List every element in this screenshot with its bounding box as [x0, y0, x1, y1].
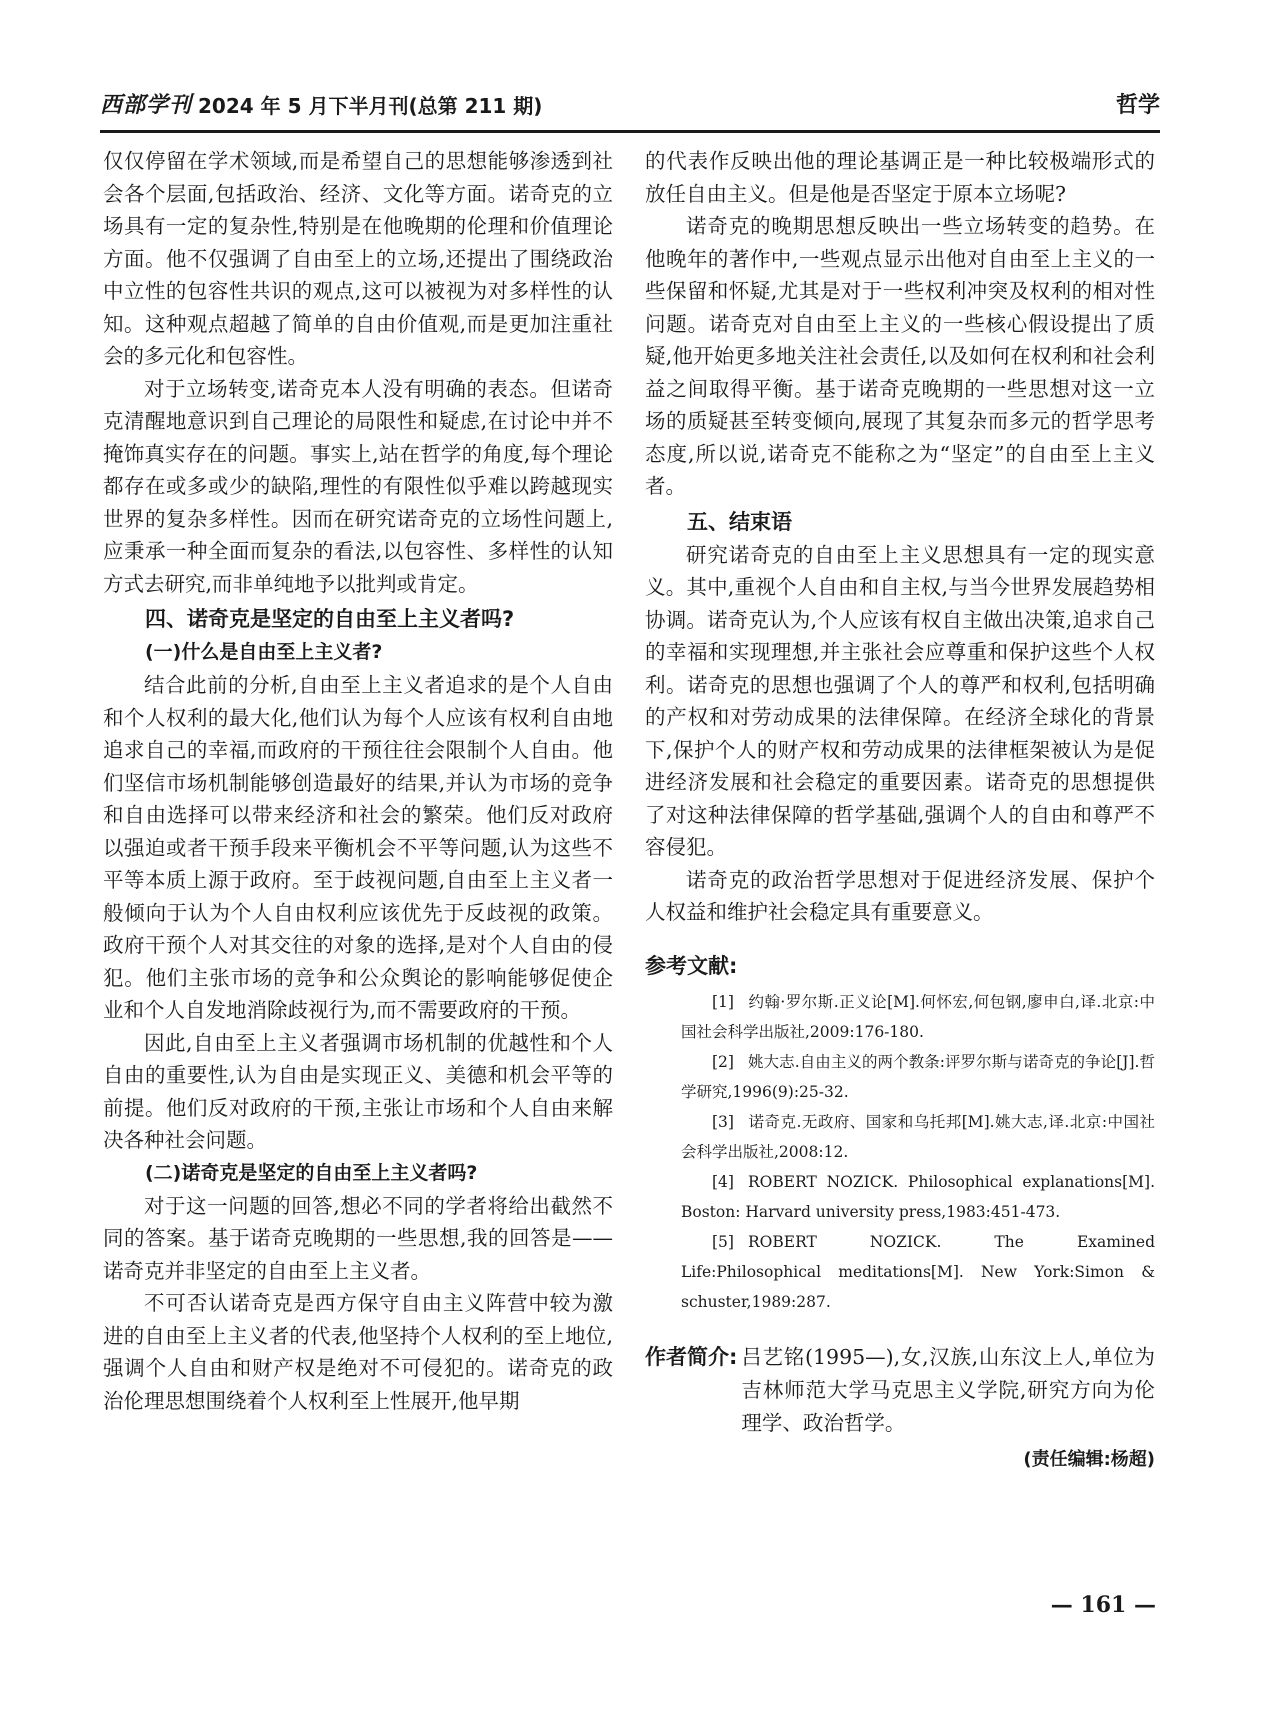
page-header — [100, 84, 1160, 124]
responsible-editor: (责任编辑:杨超) — [1023, 1448, 1155, 1470]
section-heading-5: 五、结束语 — [687, 509, 792, 534]
reference-item — [645, 1167, 1155, 1227]
author-bio-text: 吕艺铭(1995—),女,汉族,山东汶上人,单位为吉林师范大学马克思主义学院,研究方向为伦理学、政治哲学。 — [741, 1344, 1155, 1435]
reference-text: ROBERT NOZICK. Philosophical explanations[M]. Boston: Harvard university press,1983:451-473. — [681, 1172, 1155, 1221]
paragraph: 的代表作反映出他的理论基调正是一种比较极端形式的放任自由主义。但是他是否坚定于原本立场呢? — [645, 149, 1155, 206]
header-rule — [100, 130, 1160, 133]
reference-number: [1] — [712, 992, 734, 1011]
paragraph: 因此,自由至上主义者强调市场机制的优越性和个人自由的重要性,认为自由是实现正义、美德和机会平等的前提。他们反对政府的干预,主张让市场和个人自由来解决各种社会问题。 — [103, 1030, 613, 1152]
reference-list — [645, 987, 1155, 1317]
paragraph: 研究诺奇克的自由至上主义思想具有一定的现实意义。其中,重视个人自由和自主权,与当今世界发展趋势相协调。诺奇克认为,个人应该有权自主做出决策,追求自己的幸福和实现理想,并主张社会应尊重和保护这些个人权利。诺奇克的思想也强调了个人的尊严和权利,包括明确的产权和对劳动成果的法律保障。在经济全球化的背景下,保护个人的财产权和劳动成果的法律框架被认为是促进经济发展和社会稳定的重要因素。诺奇克的思想提供了对这种法律保障的哲学基础,强调个人的自由和尊严不容侵犯。 — [645, 542, 1155, 859]
left-column — [103, 145, 613, 1417]
paragraph: 对于立场转变,诺奇克本人没有明确的表态。但诺奇克清醒地意识到自己理论的局限性和疑虑,在讨论中并不掩饰真实存在的问题。事实上,站在哲学的角度,每个理论都存在或多或少的缺陷,理性的有限性似乎难以跨越现实世界的复杂多样性。因而在研究诺奇克的立场性问题上,应秉承一种全面而复杂的看法,以包容性、多样性的认知方式去研究,而非单纯地予以批判或肯定。 — [103, 376, 613, 596]
author-bio-label: 作者简介: — [645, 1344, 738, 1369]
reference-number: [2] — [712, 1052, 734, 1071]
reference-item — [645, 1047, 1155, 1107]
subsection-heading-4-1: (一)什么是自由至上主义者? — [145, 641, 383, 663]
reference-number: [4] — [712, 1172, 734, 1191]
section-tag: 哲学 — [1115, 93, 1160, 118]
paragraph: 诺奇克的晚期思想反映出一些立场转变的趋势。在他晚年的著作中,一些观点显示出他对自由至上主义的一些保留和怀疑,尤其是对于一些权利冲突及权利的相对性问题。诺奇克对自由至上主义的一些核心假设提出了质疑,他开始更多地关注社会责任,以及如何在权利和社会利益之间取得平衡。基于诺奇克晚期的一些思想对这一立场的质疑甚至转变倾向,展现了其复杂而多元的哲学思考态度,所以说,诺奇克不能称之为“坚定”的自由至上主义者。 — [645, 214, 1155, 498]
reference-number: [5] — [712, 1232, 734, 1251]
paragraph: 对于这一问题的回答,想必不同的学者将给出截然不同的答案。基于诺奇克晚期的一些思想,我的回答是——诺奇克并非坚定的自由至上主义者。 — [103, 1193, 613, 1283]
reference-item — [645, 1107, 1155, 1167]
reference-text: 诺奇克.无政府、国家和乌托邦[M].姚大志,译.北京:中国社会科学出版社,2008:12. — [681, 1112, 1155, 1161]
paragraph: 诺奇克的政治哲学思想对于促进经济发展、保护个人权益和维护社会稳定具有重要意义。 — [645, 867, 1155, 924]
paragraph: 结合此前的分析,自由至上主义者追求的是个人自由和个人权利的最大化,他们认为每个人应该有权利自由地追求自己的幸福,而政府的干预往往会限制个人自由。他们坚信市场机制能够创造最好的结果,并认为市场的竞争和自由选择可以带来经济和社会的繁荣。他们反对政府以强迫或者干预手段来平衡机会不平等问题,认为这些不平等本质上源于政府。至于歧视问题,自由至上主义者一般倾向于认为个人自由权利应该优先于反歧视的政策。政府干预个人对其交往的对象的选择,是对个人自由的侵犯。他们主张市场的竞争和公众舆论的影响能够促使企业和个人自发地消除歧视行为,而不需要政府的干预。 — [103, 673, 613, 1022]
paragraph: 仅仅停留在学术领域,而是希望自己的思想能够渗透到社会各个层面,包括政治、经济、文化等方面。诺奇克的立场具有一定的复杂性,特别是在他晚期的伦理和价值理论方面。他不仅强调了自由至上的立场,还提出了围绕政治中立性的包容性共识的观点,这可以被视为对多样性的认知。这种观点超越了简单的自由价值观,而是更加注重社会的多元化和包容性。 — [103, 149, 613, 368]
section-heading-4: 四、诺奇克是坚定的自由至上主义者吗? — [145, 607, 515, 631]
paragraph: 不可否认诺奇克是西方保守自由主义阵营中较为激进的自由至上主义者的代表,他坚持个人权利的至上地位,强调个人自由和财产权是绝对不可侵犯的。诺奇克的政治伦理思想围绕着个人权利至上性展开,他早期 — [103, 1291, 613, 1413]
author-bio — [645, 1341, 1155, 1440]
reference-number: [3] — [712, 1112, 734, 1131]
right-column — [645, 145, 1155, 1476]
page-number: — 161 — — [1050, 1592, 1156, 1618]
journal-logo: 西部学刊 — [100, 92, 193, 118]
reference-item — [645, 1227, 1155, 1317]
reference-text: 姚大志.自由主义的两个教条:评罗尔斯与诺奇克的争论[J].哲学研究,1996(9):25-32. — [681, 1052, 1155, 1101]
subsection-heading-4-2: (二)诺奇克是坚定的自由至上主义者吗? — [145, 1161, 478, 1184]
reference-item — [645, 987, 1155, 1047]
reference-text: 约翰·罗尔斯.正义论[M].何怀宏,何包钢,廖申白,译.北京:中国社会科学出版社,2009:176-180. — [681, 992, 1155, 1041]
references-heading: 参考文献: — [645, 953, 738, 978]
issue-info: 2024 年 5 月下半月刊(总第 211 期) — [198, 94, 543, 118]
reference-text: ROBERT NOZICK. The Examined Life:Philosophical meditations[M]. New York:Simon & schuster,1989:287. — [681, 1232, 1155, 1311]
